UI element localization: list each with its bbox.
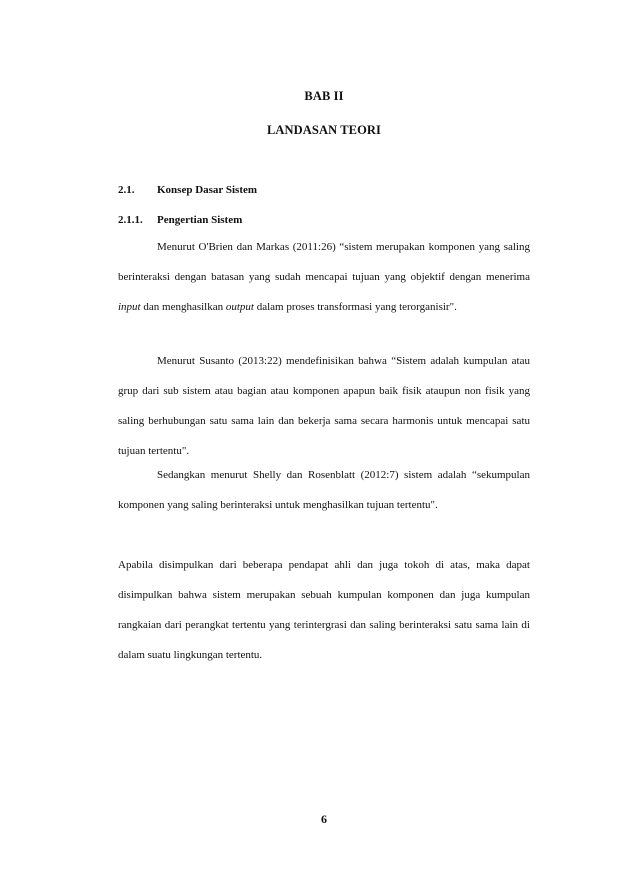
chapter-title: LANDASAN TEORI [266,123,382,137]
subsection-title: Pengertian Sistem [157,214,243,226]
section-title: Konsep Dasar Sistem [157,184,258,196]
paragraph-text: dan menghasilkan [140,301,226,313]
subsection-heading [118,214,242,226]
italic-term-output: output [225,301,254,313]
section-number: 2.1. [118,184,135,196]
paragraph-obrien-definition [118,232,530,322]
paragraph-text: dalam proses transformasi yang terorganisir". [253,301,457,313]
page-number: 6 [321,812,327,826]
paragraph-shelly-definition: Sedangkan menurut Shelly dan Rosenblatt (2012:7) sistem adalah “sekumpulan komponen yang saling berinteraksi untuk menghasilkan tujuan tertentu". [118,469,530,511]
italic-term-input: input [118,301,141,313]
paragraph-text: Menurut O'Brien dan Markas (2011:26) “sistem merupakan komponen yang saling berinteraksi dengan batasan yang sudah mencapai tujuan yang objektif dengan menerima [118,241,530,283]
chapter-number: BAB II [304,89,344,103]
paragraph-conclusion: Apabila disimpulkan dari beberapa pendapat ahli dan juga tokoh di atas, maka dapat disimpulkan bahwa sistem merupakan sebuah kumpulan komponen dan juga kumpulan rangkaian dari perangkat tertentu yang terintergrasi dan saling berinteraksi satu sama lain di dalam suatu lingkungan tertentu. [118,559,530,661]
section-heading [118,184,257,196]
paragraph-susanto-definition: Menurut Susanto (2013:22) mendefinisikan bahwa “Sistem adalah kumpulan atau grup dari sub sistem atau bagian atau komponen apapun baik fisik ataupun non fisik yang saling berhubungan satu sama lain dan bekerja sama secara harmonis untuk mencapai satu tujuan tertentu". [118,355,530,457]
subsection-number: 2.1.1. [118,214,143,226]
